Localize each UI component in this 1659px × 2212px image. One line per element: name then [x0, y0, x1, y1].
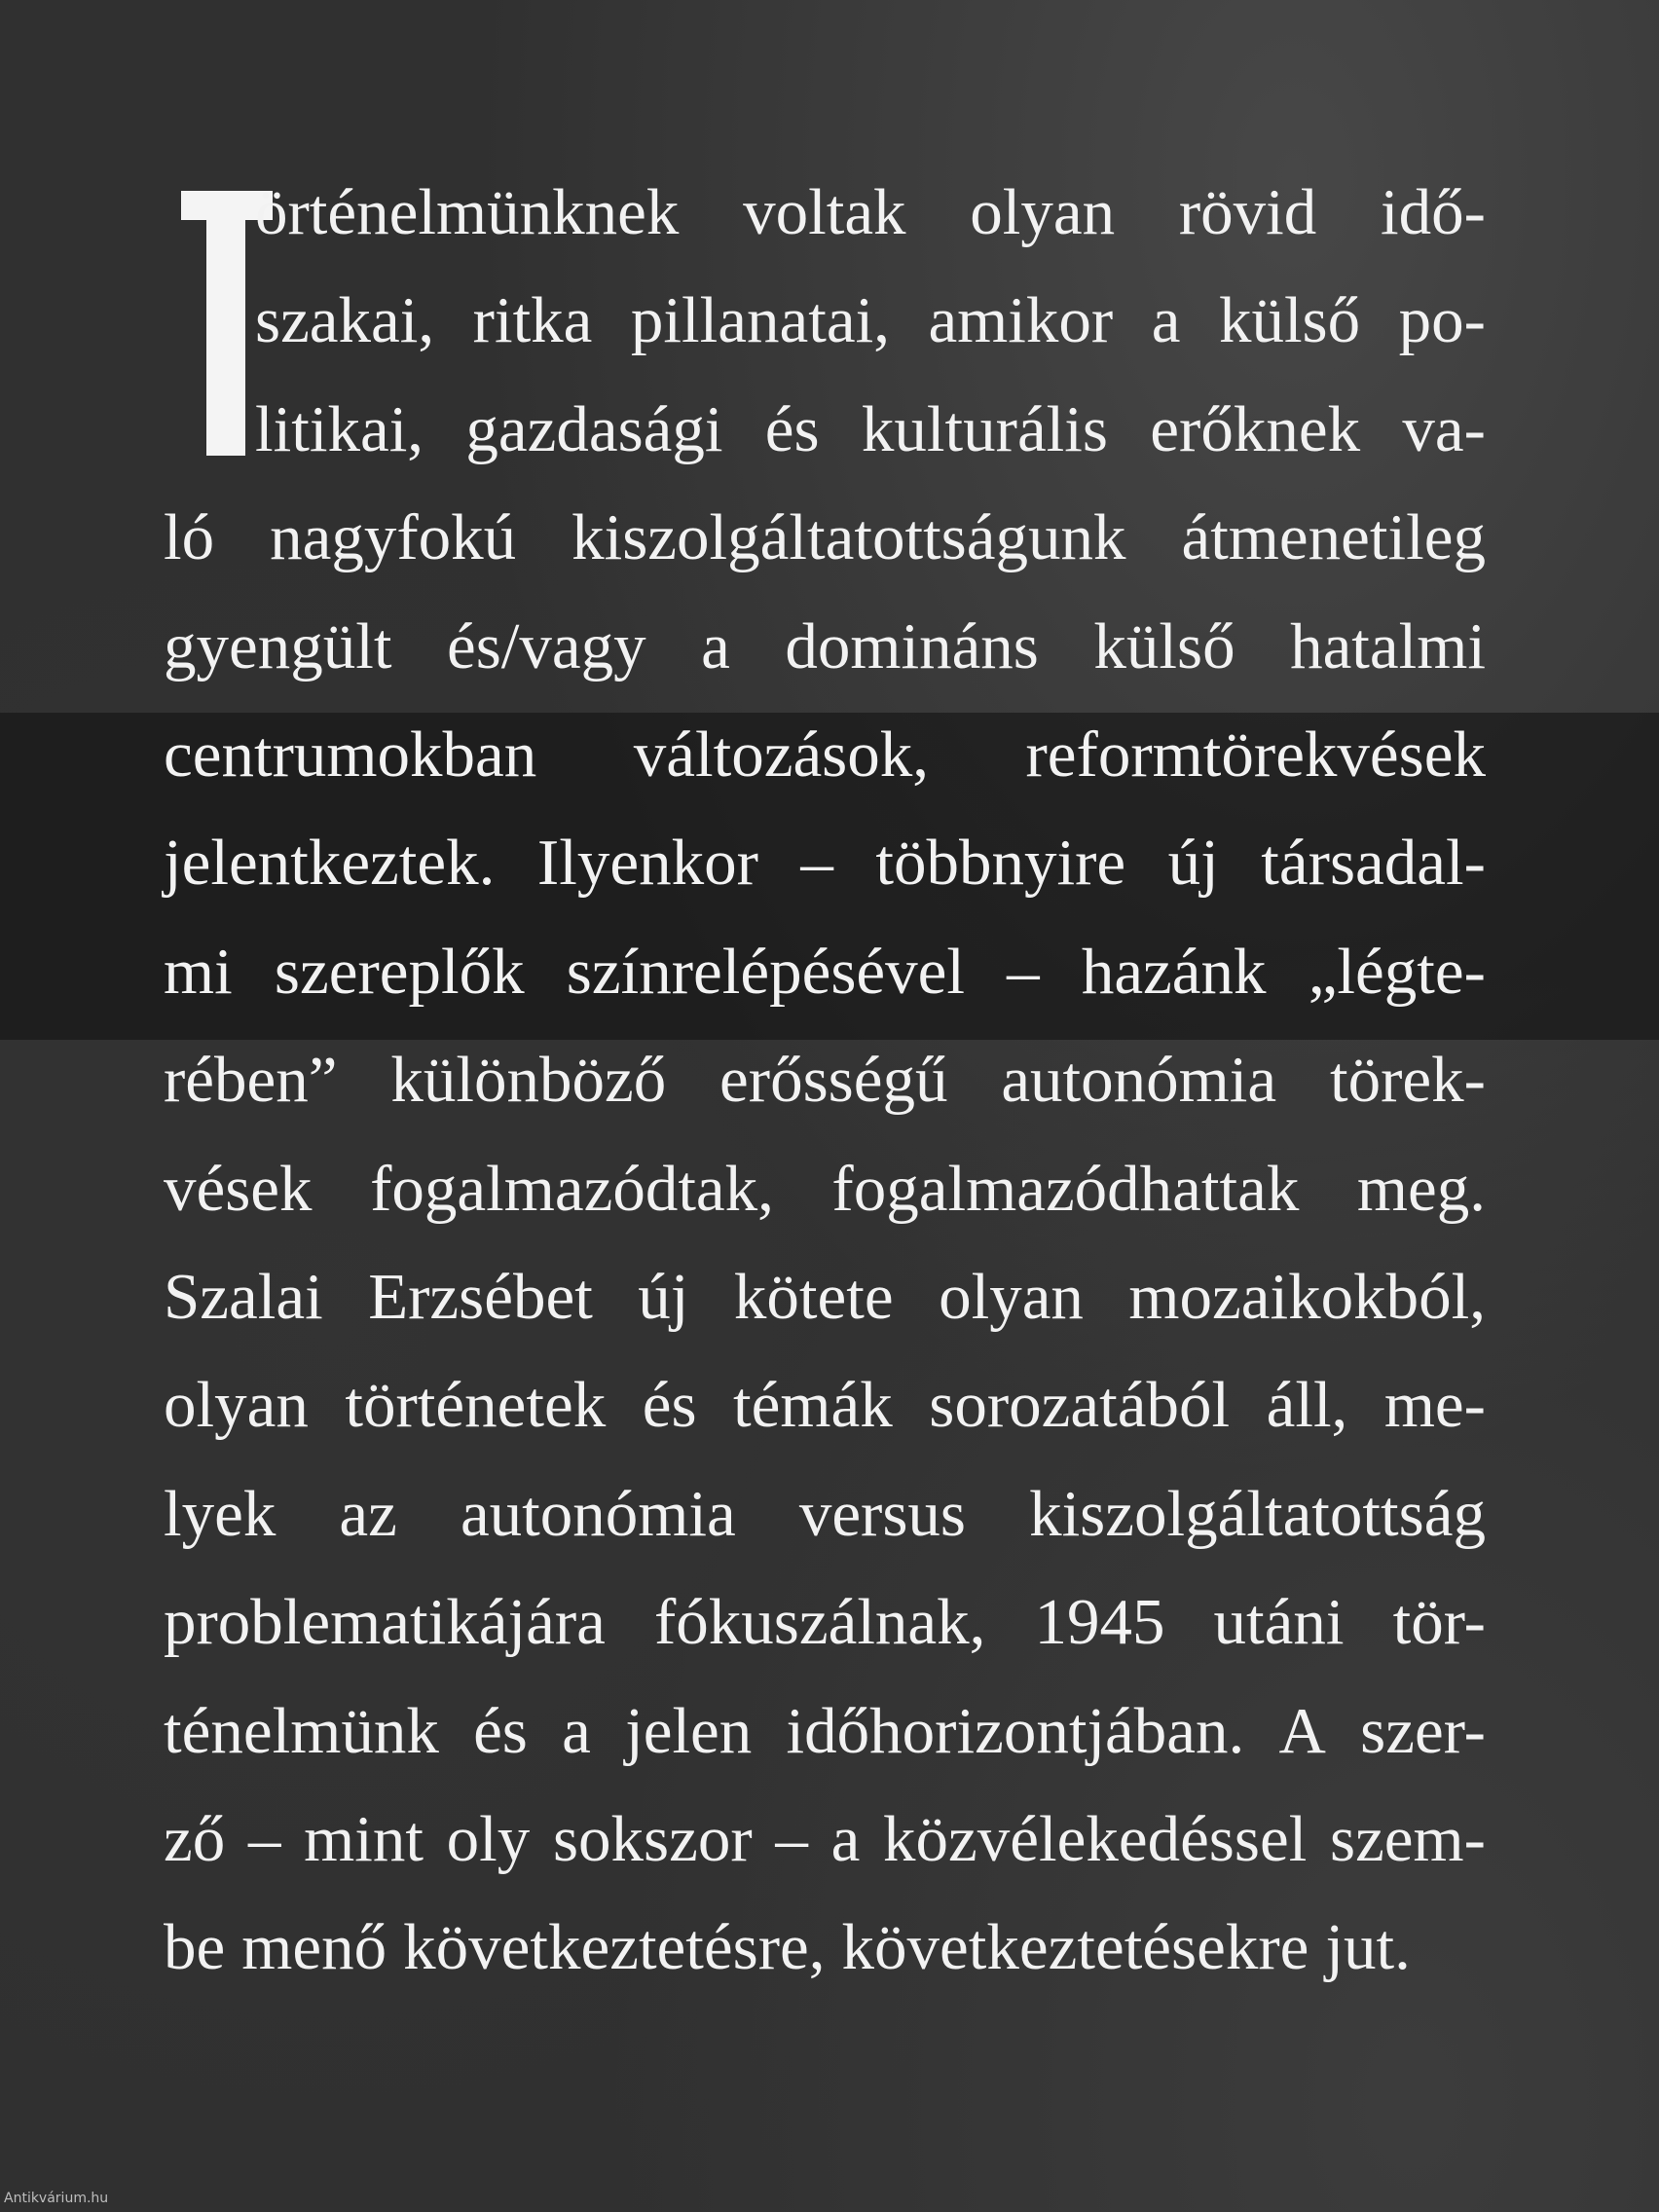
word: és	[473, 1695, 528, 1767]
word: menő	[241, 1911, 387, 1983]
word: jelen	[625, 1695, 753, 1767]
word: színrelépésével	[566, 936, 965, 1008]
word: közvélekedéssel	[883, 1803, 1308, 1875]
word: az	[339, 1478, 397, 1550]
word: centrumokban	[164, 719, 537, 791]
text-line	[164, 1150, 1486, 1228]
text-line	[164, 933, 1486, 1011]
word: erőknek	[1150, 393, 1361, 465]
text-line	[255, 390, 1486, 468]
word: időhorizontjában.	[786, 1695, 1245, 1767]
text-line	[164, 1692, 1486, 1770]
word: fogalmazódhattak	[831, 1153, 1300, 1225]
word: –	[775, 1803, 808, 1875]
text-line	[164, 498, 1486, 576]
word: „légte-	[1308, 936, 1486, 1008]
word: a	[701, 610, 730, 682]
word: domináns	[785, 610, 1039, 682]
text-line	[255, 173, 1486, 251]
word: ló	[164, 501, 215, 573]
word: oly	[446, 1803, 531, 1875]
word: hazánk	[1081, 936, 1267, 1008]
word: kulturális	[861, 393, 1108, 465]
word: jelentkeztek.	[164, 827, 496, 899]
word: törek-	[1329, 1044, 1486, 1116]
word: rében”	[164, 1044, 338, 1116]
word: utáni	[1213, 1586, 1345, 1658]
word: mint	[304, 1803, 424, 1875]
word: po-	[1398, 284, 1486, 356]
word: erősségű	[719, 1044, 948, 1116]
word: pillanatai,	[630, 284, 890, 356]
word: jut.	[1325, 1911, 1411, 1983]
word: hatalmi	[1290, 610, 1486, 682]
word: szereplők	[274, 936, 525, 1008]
word: kiszolgáltatottságunk	[571, 501, 1126, 573]
text-line	[164, 608, 1486, 685]
word: vések	[164, 1153, 313, 1225]
word: mozaikokból,	[1128, 1261, 1486, 1333]
word: kötete	[733, 1261, 894, 1333]
word: kiszolgáltatottság	[1029, 1478, 1486, 1550]
word: Erzsébet	[368, 1261, 593, 1333]
text-line	[164, 1583, 1486, 1661]
word: következtetésre,	[403, 1911, 826, 1983]
word: Szalai	[164, 1261, 323, 1333]
word: szem-	[1330, 1803, 1486, 1875]
word: nagyfokú	[270, 501, 517, 573]
word: Ilyenkor	[536, 827, 758, 899]
text-line	[164, 1258, 1486, 1336]
text-line	[164, 1041, 1486, 1119]
word: szakai,	[255, 284, 435, 356]
word: va-	[1402, 393, 1486, 465]
word: szer-	[1360, 1695, 1486, 1767]
word: voltak	[743, 176, 906, 248]
word: új	[1167, 827, 1219, 899]
word: A	[1278, 1695, 1326, 1767]
word: többnyire	[875, 827, 1126, 899]
word: be	[164, 1911, 226, 1983]
word: örténelmünknek	[255, 176, 680, 248]
word: ténelmünk	[164, 1695, 439, 1767]
word: idő-	[1381, 176, 1486, 248]
word: ritka	[472, 284, 593, 356]
word: változások,	[633, 719, 930, 791]
word: meg.	[1356, 1153, 1486, 1225]
word: áll,	[1266, 1369, 1348, 1441]
word: gazdasági	[465, 393, 723, 465]
word: litikai,	[255, 393, 424, 465]
word: és	[642, 1369, 697, 1441]
word: sokszor	[552, 1803, 753, 1875]
word: olyan	[939, 1261, 1084, 1333]
word: autonómia	[460, 1478, 736, 1550]
text-line	[164, 1800, 1486, 1878]
word: különböző	[390, 1044, 667, 1116]
word: olyan	[970, 176, 1116, 248]
watermark-text: Antikvárium.hu	[4, 2191, 109, 2206]
word: autonómia	[1001, 1044, 1277, 1116]
word: következtetésekre	[841, 1911, 1309, 1983]
text-line	[164, 824, 1486, 902]
word: versus	[798, 1478, 967, 1550]
word: –	[247, 1803, 281, 1875]
word: a	[1151, 284, 1181, 356]
word: a	[830, 1803, 861, 1875]
word: témák	[733, 1369, 893, 1441]
text-line	[164, 1366, 1486, 1444]
text-line	[164, 1908, 1486, 1986]
text-line	[255, 281, 1486, 359]
text-line	[164, 1475, 1486, 1553]
word: ző	[164, 1803, 226, 1875]
word: fogalmazódtak,	[370, 1153, 774, 1225]
word: tör-	[1392, 1586, 1486, 1658]
word: átmenetileg	[1181, 501, 1486, 573]
word: történetek	[345, 1369, 607, 1441]
word: amikor	[928, 284, 1114, 356]
word: új	[638, 1261, 689, 1333]
word: lyek	[164, 1478, 276, 1550]
word: külső	[1218, 284, 1361, 356]
word: me-	[1383, 1369, 1486, 1441]
word: társadal-	[1261, 827, 1486, 899]
word: –	[1007, 936, 1040, 1008]
word: reformtörekvések	[1025, 719, 1486, 791]
word: sorozatából	[929, 1369, 1231, 1441]
word: problematikájára	[164, 1586, 606, 1658]
word: a	[562, 1695, 591, 1767]
word: 1945	[1034, 1586, 1165, 1658]
word: és/vagy	[446, 610, 646, 682]
word: fókuszálnak,	[653, 1586, 986, 1658]
word: és	[764, 393, 820, 465]
word: mi	[164, 936, 233, 1008]
word: gyengült	[164, 610, 392, 682]
word: külső	[1093, 610, 1235, 682]
word: rövid	[1178, 176, 1317, 248]
word: –	[800, 827, 833, 899]
text-line	[164, 716, 1486, 793]
word: olyan	[164, 1369, 309, 1441]
